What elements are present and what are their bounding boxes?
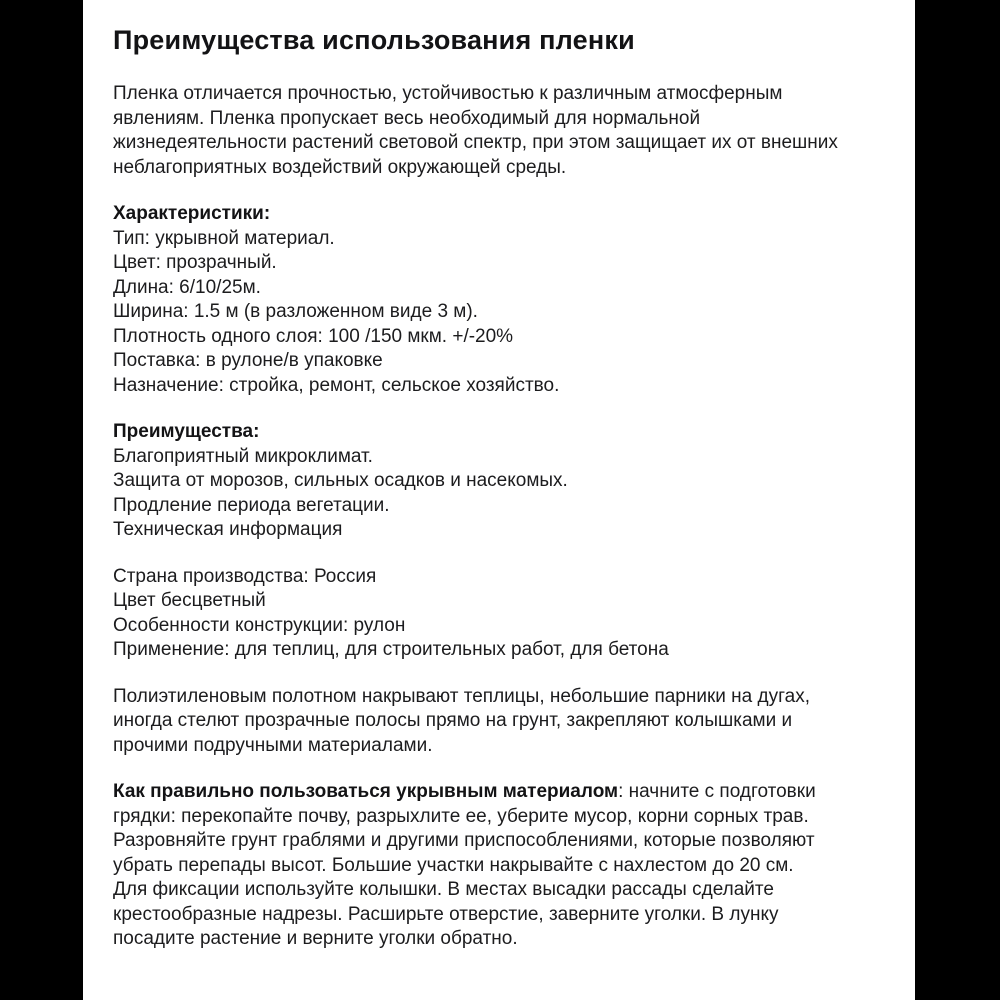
paragraph-line: иногда стелют прозрачные полосы прямо на грунт, закрепляют колышками и: [113, 710, 793, 731]
characteristics-item: Тип: укрывной материал.: [113, 227, 335, 249]
tech-info-section: [113, 565, 885, 663]
paragraph-line: жизнедеятельности растений световой спектр, при этом защищает их от внешних: [113, 132, 838, 153]
paragraph-line: крестообразные надрезы. Расширьте отверстие, заверните уголки. В лунку: [113, 903, 779, 925]
tech-info-item: Страна производства: Россия: [113, 565, 377, 587]
paragraph-line: неблагоприятных воздействий окружающей среды.: [113, 156, 567, 178]
paragraph-line: Полиэтиленовым полотном накрывают теплицы, небольшие парники на дугах,: [113, 685, 810, 707]
paragraph-line: грядки: перекопайте почву, разрыхлите ее, уберите мусор, корни сорных трав.: [113, 805, 809, 827]
advantages-list: [113, 445, 885, 543]
right-black-bar: [915, 0, 1000, 1000]
paragraph-line: Для фиксации используйте колышки. В местах высадки рассады сделайте: [113, 879, 774, 900]
page-title: Преимущества использования пленки: [113, 25, 635, 55]
advantages-item: Техническая информация: [113, 519, 343, 540]
characteristics-list: [113, 227, 885, 399]
advantages-item: Защита от морозов, сильных осадков и насекомых.: [113, 470, 568, 491]
advantages-item: Благоприятный микроклимат.: [113, 445, 373, 467]
howto-paragraph: [113, 780, 885, 952]
description-content: [83, 0, 915, 1000]
tech-info-item: Цвет бесцветный: [113, 590, 266, 611]
howto-bold-lead: Как правильно пользоваться укрывным материалом: [113, 781, 619, 802]
howto-lines: [113, 805, 885, 952]
left-black-bar: [0, 0, 83, 1000]
usage-paragraph: [113, 685, 885, 759]
intro-paragraph: [113, 82, 885, 180]
paragraph-line: убрать перепады высот. Большие участки накрывайте с нахлестом до 20 см.: [113, 854, 794, 876]
advantages-item: Продление периода вегетации.: [113, 494, 390, 516]
advantages-section: [113, 420, 885, 543]
characteristics-item: Ширина: 1.5 м (в разложенном виде 3 м).: [113, 301, 478, 322]
advantages-heading: Преимущества:: [113, 421, 260, 442]
paragraph-line: явлениям. Пленка пропускает весь необходимый для нормальной: [113, 107, 701, 129]
characteristics-item: Длина: 6/10/25м.: [113, 276, 261, 298]
paragraph-line: прочими подручными материалами.: [113, 734, 433, 756]
tech-info-item: Применение: для теплиц, для строительных работ, для бетона: [113, 639, 669, 660]
howto-first-line: [113, 780, 885, 805]
characteristics-item: Плотность одного слоя: 100 /150 мкм. +/-20%: [113, 325, 514, 347]
characteristics-item: Цвет: прозрачный.: [113, 252, 277, 273]
paragraph-line: посадите растение и верните уголки обратно.: [113, 928, 518, 949]
characteristics-heading: Характеристики:: [113, 203, 271, 224]
tech-info-item: Особенности конструкции: рулон: [113, 614, 406, 636]
paragraph-line: Разровняйте грунт граблями и другими приспособлениями, которые позволяют: [113, 830, 815, 851]
howto-first-line-rest: : начните с подготовки: [618, 781, 816, 802]
characteristics-item: Поставка: в рулоне/в упаковке: [113, 350, 383, 371]
paragraph-line: Пленка отличается прочностью, устойчивостью к различным атмосферным: [113, 83, 783, 104]
characteristics-section: [113, 202, 885, 398]
characteristics-item: Назначение: стройка, ремонт, сельское хозяйство.: [113, 374, 560, 396]
